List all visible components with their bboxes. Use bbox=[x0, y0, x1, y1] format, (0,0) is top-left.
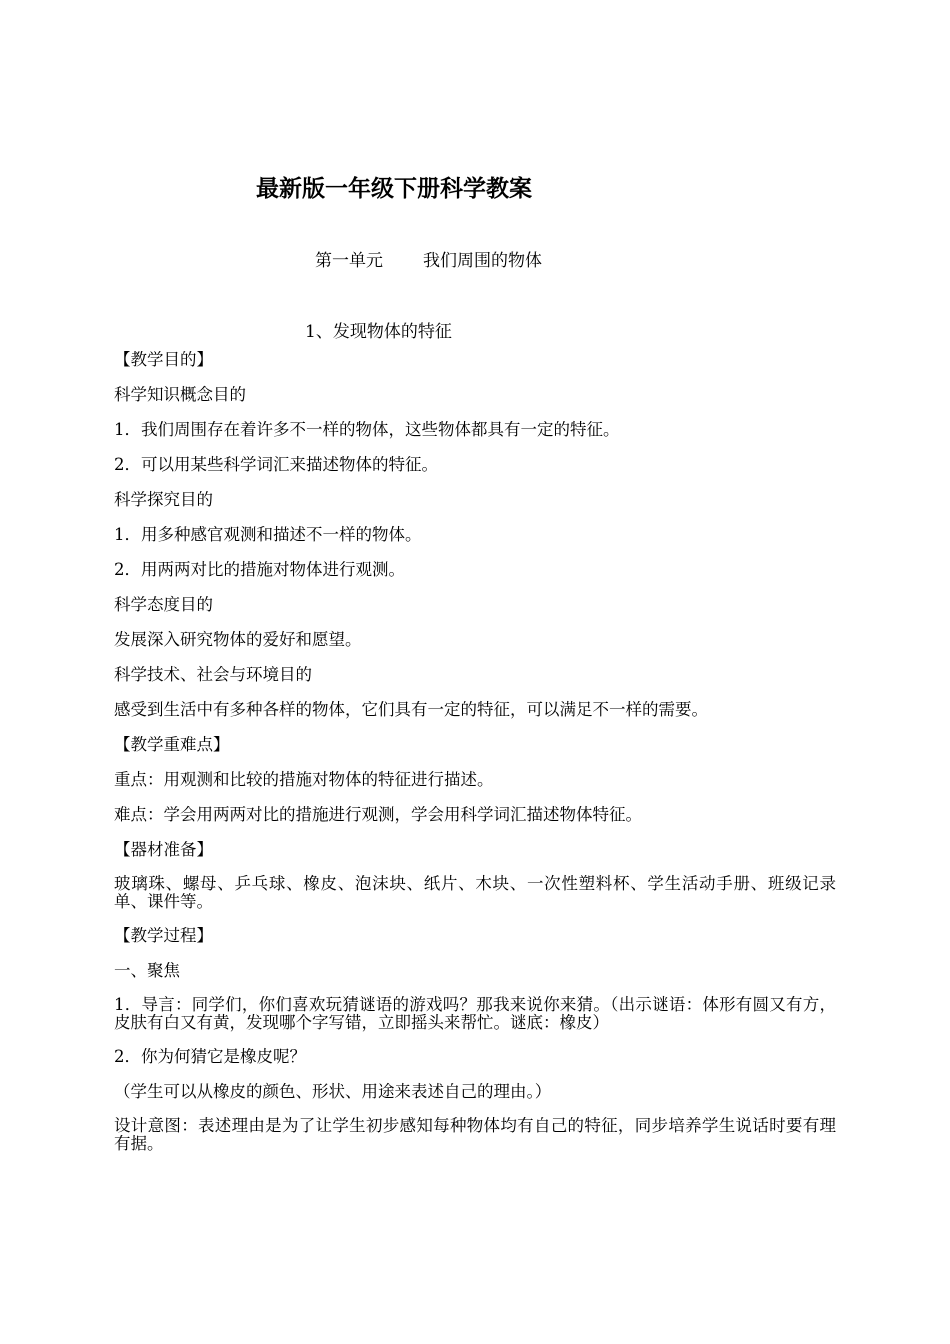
paragraph: 感受到生活中有多种各样的物体，它们具有一定的特征，可以满足不一样的需要。 bbox=[114, 700, 708, 719]
paragraph: 设计意图：表述理由是为了让学生初步感知每种物体均有自己的特征，同步培养学生说话时要有理有据。 bbox=[114, 1116, 836, 1153]
paragraph: 难点：学会用两两对比的措施进行观测，学会用科学词汇描述物体特征。 bbox=[114, 805, 642, 824]
unit-label: 第一单元 bbox=[315, 251, 383, 271]
subheading-attitude: 科学态度目的 bbox=[114, 595, 213, 614]
lesson-title: 1、发现物体的特征 bbox=[305, 322, 452, 342]
paragraph: 重点：用观测和比较的措施对物体的特征进行描述。 bbox=[114, 770, 494, 789]
unit-name: 我们周围的物体 bbox=[423, 251, 542, 271]
list-item: 2．可以用某些科学词汇来描述物体的特征。 bbox=[114, 455, 438, 474]
section-heading-key-points: 【教学重难点】 bbox=[114, 735, 230, 754]
paragraph: 玻璃珠、螺母、乒乓球、橡皮、泡沫块、纸片、木块、一次性塑料杯、学生活动手册、班级记录单、课件等。 bbox=[114, 874, 836, 911]
section-heading-materials: 【器材准备】 bbox=[114, 840, 213, 859]
paragraph: （学生可以从橡皮的颜色、形状、用途来表述自己的理由。） bbox=[114, 1082, 552, 1101]
subheading-sts: 科学技术、社会与环境目的 bbox=[114, 665, 312, 684]
document-body bbox=[114, 350, 836, 1168]
subheading-focus: 一、聚焦 bbox=[114, 961, 180, 980]
subheading-knowledge: 科学知识概念目的 bbox=[114, 385, 246, 404]
document-title: 最新版一年级下册科学教案 bbox=[256, 176, 532, 202]
list-item: 2．你为何猜它是橡皮呢？ bbox=[114, 1047, 306, 1066]
list-item: 2．用两两对比的措施对物体进行观测。 bbox=[114, 560, 405, 579]
paragraph: 1．导言：同学们，你们喜欢玩猜谜语的游戏吗？那我来说你来猜。（出示谜语：体形有圆又有方，皮肤有白又有黄，发现哪个字写错，立即摇头来帮忙。谜底：橡皮） bbox=[114, 995, 836, 1032]
list-item: 1．用多种感官观测和描述不一样的物体。 bbox=[114, 525, 422, 544]
subheading-inquiry: 科学探究目的 bbox=[114, 490, 213, 509]
section-heading-objectives: 【教学目的】 bbox=[114, 350, 213, 369]
paragraph: 发展深入研究物体的爱好和愿望。 bbox=[114, 630, 362, 649]
list-item: 1．我们周围存在着许多不一样的物体，这些物体都具有一定的特征。 bbox=[114, 420, 620, 439]
unit-heading bbox=[315, 246, 542, 271]
section-heading-process: 【教学过程】 bbox=[114, 926, 213, 945]
